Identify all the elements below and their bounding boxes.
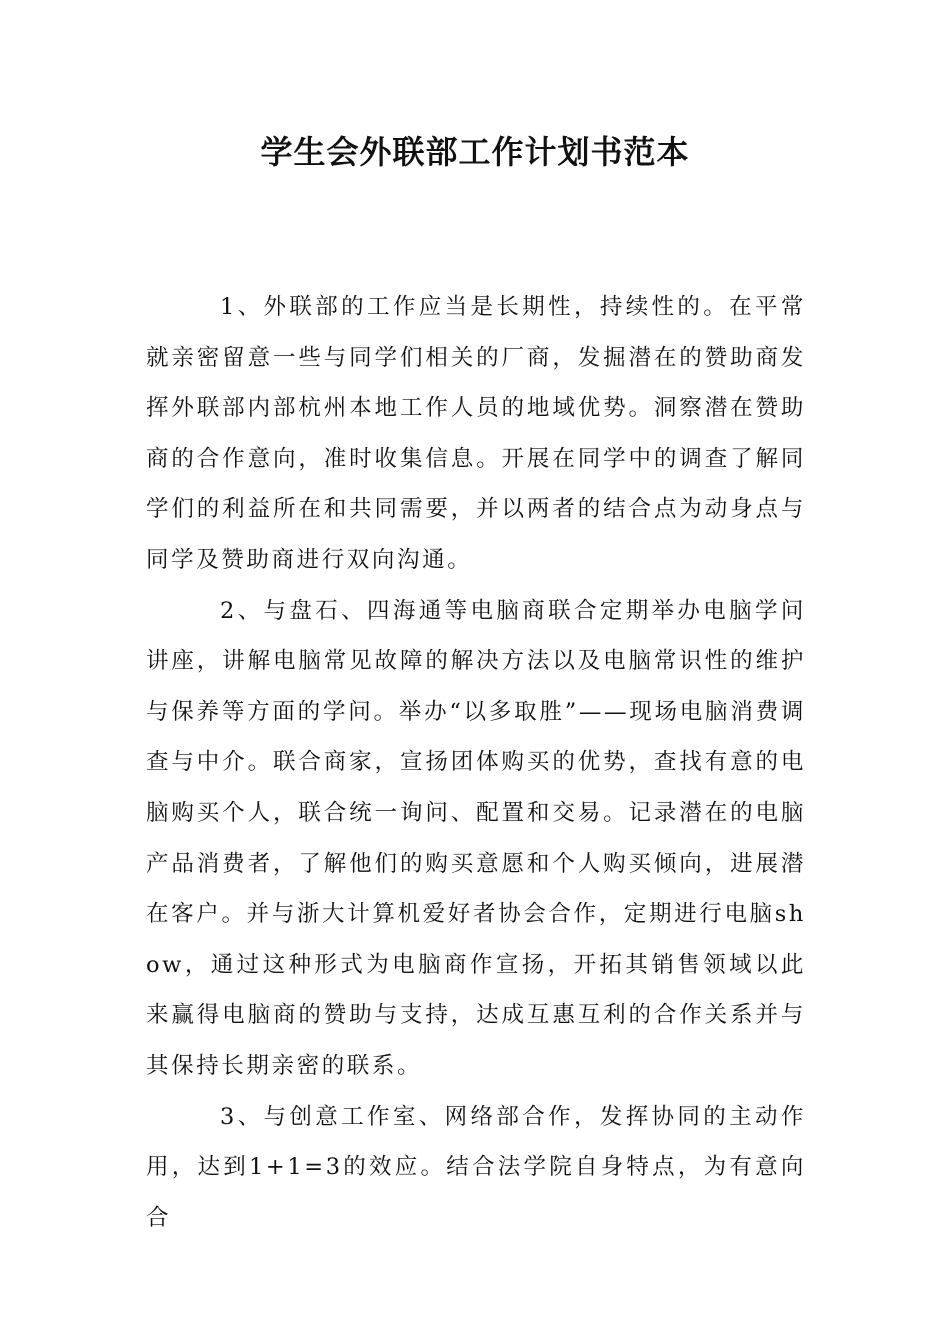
paragraph-3: 3、与创意工作室、网络部合作，发挥协同的主动作用，达到1+1=3的效应。结合法学院自身特点，为有意向合 <box>146 1103 806 1231</box>
paragraph-1: 1、外联部的工作应当是长期性，持续性的。在平常就亲密留意一些与同学们相关的厂商，发掘潜在的赞助商发挥外联部内部杭州本地工作人员的地域优势。洞察潜在赞助商的合作意向，准时收集信息。开展在同学中的调查了解同学们的利益所在和共同需要，并以两者的结合点为动身点与同学及赞助商进行双向沟通。 <box>146 294 806 573</box>
document-body <box>146 282 806 1243</box>
paragraph-2: 2、与盘石、四海通等电脑商联合定期举办电脑学问讲座，讲解电脑常见故障的解决方法以及电脑常识性的维护与保养等方面的学问。举办“以多取胜”——现场电脑消费调查与中介。联合商家，宣扬团体购买的优势，查找有意的电脑购买个人，联合统一询问、配置和交易。记录潜在的电脑产品消费者，了解他们的购买意愿和个人购买倾向，进展潜在客户。并与浙大计算机爱好者协会合作，定期进行电脑show，通过这种形式为电脑商作宣扬，开拓其销售领域以此来赢得电脑商的赞助与支持，达成互惠互利的合作关系并与其保持长期亲密的联系。 <box>146 597 806 1079</box>
document-title: 学生会外联部工作计划书范本 <box>260 133 690 171</box>
